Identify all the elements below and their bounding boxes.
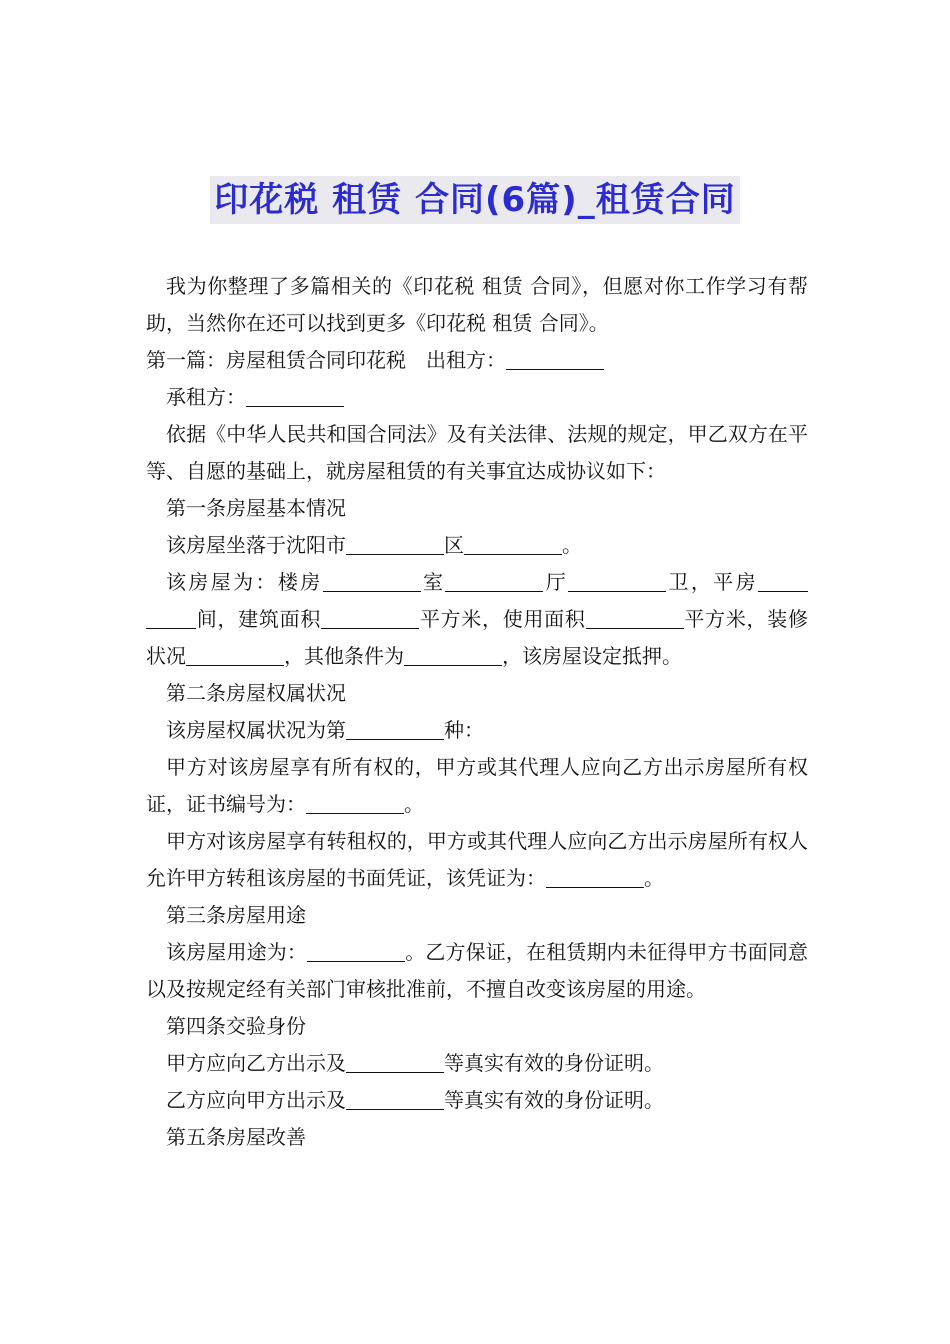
article-4-heading xyxy=(146,1008,808,1045)
article-2-sublet xyxy=(146,823,808,897)
article-3-use xyxy=(146,934,808,1008)
rooms-text-g: 平方米，装修状况 xyxy=(146,607,809,668)
article-2-ownership xyxy=(146,749,808,823)
rooms-blank xyxy=(323,571,421,592)
intro-paragraph xyxy=(146,268,808,342)
bungalow-blank-b xyxy=(146,608,196,629)
document-body xyxy=(146,268,808,1156)
city-blank xyxy=(346,534,444,555)
article-3-heading xyxy=(146,897,808,934)
rooms-text-f: 平方米，使用面积 xyxy=(419,607,586,631)
id-b-blank xyxy=(346,1089,444,1110)
document-title-wrap xyxy=(0,176,950,224)
use-text-a: 该房屋用途为： xyxy=(166,940,308,964)
article-3-title: 第三条房屋用途 xyxy=(166,903,306,927)
rooms-text-h: ，其他条件为 xyxy=(284,644,404,668)
rooms-text-i: ，该房屋设定抵押。 xyxy=(502,644,682,668)
certificate-number-blank xyxy=(306,793,404,814)
location-text-a: 该房屋坐落于沈阳市 xyxy=(166,533,346,557)
ownership-type-blank xyxy=(346,719,444,740)
basis-text: 依据《中华人民共和国合同法》及有关法律、法规的规定，甲乙双方在平等、自愿的基础上，就房屋租赁的有关事宜达成协议如下： xyxy=(146,422,808,483)
article-4-party-b xyxy=(146,1082,808,1119)
ownership-type-text-a: 该房屋权属状况为第 xyxy=(166,718,346,742)
lessee-label: 承租方： xyxy=(166,385,246,409)
district-blank xyxy=(464,534,562,555)
location-text-b: 区 xyxy=(444,533,464,557)
rooms-text-d: 卫，平房 xyxy=(666,570,758,594)
article-4-title: 第四条交验身份 xyxy=(166,1014,306,1038)
rooms-text-b: 室 xyxy=(420,570,446,594)
baths-blank xyxy=(568,571,666,592)
basis-paragraph xyxy=(146,416,808,490)
article-5-title: 第五条房屋改善 xyxy=(166,1125,306,1149)
part1-heading-text: 第一篇：房屋租赁合同印花税 出租方： xyxy=(146,348,506,372)
sublet-text-a: 甲方对该房屋享有转租权的，甲方或其代理人应向乙方出示房屋所有权人允许甲方转租该房屋的书面凭证，该凭证为： xyxy=(146,829,808,890)
location-text-c: 。 xyxy=(562,533,582,557)
lessee-blank xyxy=(246,386,344,407)
id-a-text-b: 等真实有效的身份证明。 xyxy=(444,1051,664,1075)
article-1-title: 第一条房屋基本情况 xyxy=(166,496,346,520)
article-1-rooms xyxy=(146,564,808,675)
lessee-line xyxy=(146,379,808,416)
intro-text: 我为你整理了多篇相关的《印花税 租赁 合同》，但愿对你工作学习有帮助，当然你在还可以找到更多《印花税 租赁 合同》。 xyxy=(146,274,808,335)
halls-blank xyxy=(445,571,543,592)
article-4-party-a xyxy=(146,1045,808,1082)
building-area-blank xyxy=(321,608,419,629)
id-b-text-b: 等真实有效的身份证明。 xyxy=(444,1088,664,1112)
article-5-heading xyxy=(146,1119,808,1156)
article-1-location xyxy=(146,527,808,564)
rooms-text-c: 厅 xyxy=(543,570,569,594)
article-2-title: 第二条房屋权属状况 xyxy=(166,681,346,705)
ownership-type-text-b: 种： xyxy=(444,718,484,742)
ownership-text-b: 。 xyxy=(404,792,424,816)
sublet-text-b: 。 xyxy=(644,866,664,890)
use-blank xyxy=(307,941,405,962)
article-1-heading xyxy=(146,490,808,527)
article-2-type xyxy=(146,712,808,749)
other-conditions-blank xyxy=(404,645,502,666)
article-2-heading xyxy=(146,675,808,712)
usable-area-blank xyxy=(586,608,684,629)
decoration-blank xyxy=(186,645,284,666)
id-b-text-a: 乙方应向甲方出示及 xyxy=(166,1088,346,1112)
id-a-text-a: 甲方应向乙方出示及 xyxy=(166,1051,346,1075)
id-a-blank xyxy=(346,1052,444,1073)
rooms-text-a: 该房屋为：楼房 xyxy=(166,570,323,594)
lessor-blank xyxy=(506,349,604,370)
ownership-text-a: 甲方对该房屋享有所有权的，甲方或其代理人应向乙方出示房屋所有权证，证书编号为： xyxy=(146,755,808,816)
document-title: 印花税 租赁 合同(6篇)_租赁合同 xyxy=(210,176,739,224)
bungalow-blank-a xyxy=(758,571,808,592)
use-text-b: 。乙方保证，在租赁期内未征得甲方书面同意以及按规定经有关部门审核批准前，不擅自改变该房屋的用途。 xyxy=(146,940,809,1001)
rooms-text-e: 间，建筑面积 xyxy=(196,607,322,631)
part1-heading xyxy=(146,342,808,379)
sublet-certificate-blank xyxy=(546,867,644,888)
